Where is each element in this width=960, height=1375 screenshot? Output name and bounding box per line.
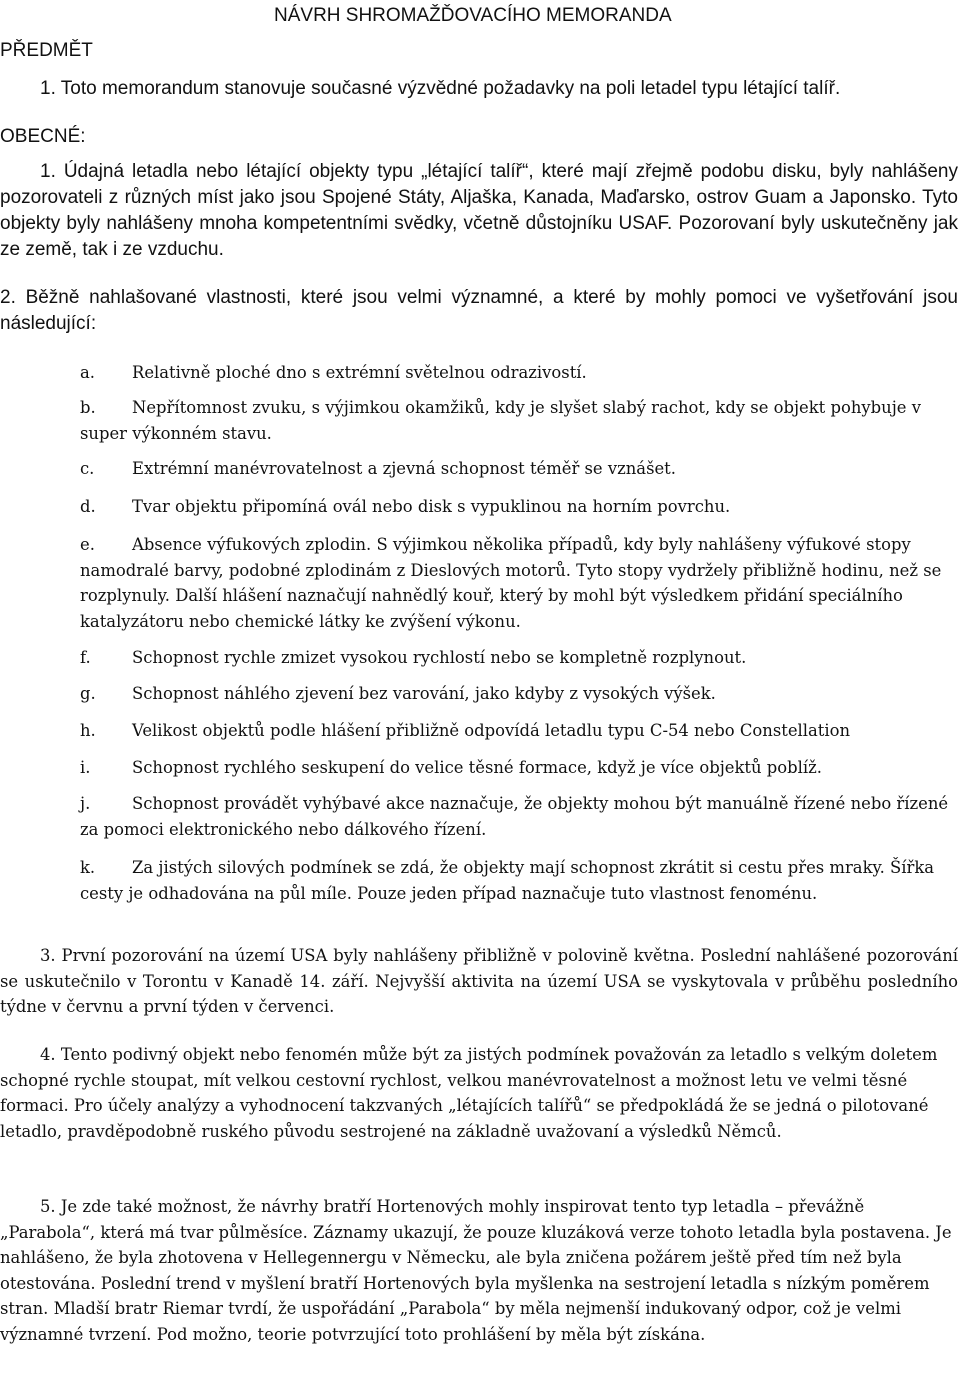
list-item-c: c. Extrémní manévrovatelnost a zjevná schopnost téměř se vznášet. xyxy=(80,459,676,478)
list-item-d: d. Tvar objektu připomíná ovál nebo disk s vypuklinou na horním povrchu. xyxy=(80,497,731,516)
list-item-j: j. Schopnost provádět vyhýbavé akce naznačuje, že objekty mohou být manuálně řízené nebo řízené za pomoci elektronického nebo dálkového řízení. xyxy=(80,794,949,839)
subject-paragraph-1: 1. Toto memorandum stanovuje současné výzvědné požadavky na poli letadel typu létající talíř. xyxy=(40,78,841,99)
list-item-b: b. Nepřítomnost zvuku, s výjimkou okamžiků, kdy je slyšet slabý rachot, kdy se objekt pohybuje v super výkonném stavu. xyxy=(80,398,921,443)
general-paragraph-2: 2. Běžně nahlašované vlastnosti, které jsou velmi významné, a které by mohly pomoci ve vyšetřování jsou následující: xyxy=(0,287,958,334)
general-paragraph-1: 1. Údajná letadla nebo létající objekty typu „létající talíř“, které mají zřejmě podobu disku, byly nahlášeny pozorovateli z různých míst jako jsou Spojené Státy, Aljaška, Kanada, Maďarsko, ostrov Guam a Japonsko. Tyto objekty byly nahlášeny mnoha kompetentními svědky, včetně důstojníku USAF. Pozorovaní byly uskutečněny jak ze země, tak i ze vzduchu. xyxy=(0,161,958,260)
document-title: NÁVRH SHROMAŽĎOVACÍHO MEMORANDA xyxy=(274,5,672,26)
list-item-k: k. Za jistých silových podmínek se zdá, že objekty mají schopnost zkrátit si cestu přes mraky. Šířka cesty je odhadována na půl míle. Pouze jeden případ naznačuje tuto vlastnost fenoménu. xyxy=(80,858,935,903)
general-paragraph-4: 4. Tento podivný objekt nebo fenomén může být za jistých podmínek považován za letadlo s velkým doletem schopné rychle stoupat, mít velkou cestovní rychlost, velkou manévrovatelnost a možnost letu ve velmi těsné formaci. Pro účely analýzy a vyhodnocení takzvaných „létajících talířů“ se předpokládá že se jedná o pilotované letadlo, pravděpodobně ruského původu sestrojené na základně uvažovaní a výsledků Němců. xyxy=(0,1045,938,1141)
list-item-f: f. Schopnost rychle zmizet vysokou rychlostí nebo se kompletně rozplynout. xyxy=(80,648,747,667)
list-item-h: h. Velikost objektů podle hlášení přibližně odpovídá letadlu typu C-54 nebo Constellation xyxy=(80,721,851,740)
general-paragraph-5: 5. Je zde také možnost, že návrhy bratří Hortenových mohly inspirovat tento typ letadla – převážně „Parabola“, která má tvar půlměsíce. Záznamy ukazují, že pouze kluzáková verze tohoto letadla byla postavena. Je nahlášeno, že byla zhotovena v Hellegennergu v Německu, ale byla zničena požárem ještě před tím než byla otestována. Poslední trend v myšlení bratří Hortenových byla myšlenka na sestrojení letadla s nízkým poměrem stran. Mladší bratr Riemar tvrdí, že uspořádání „Parabola“ by měla nejmenší indukovaný odpor, což je velmi významné tvrzení. Pod možno, teorie potvrzující toto prohlášení by měla být získána. xyxy=(0,1197,952,1344)
list-item-a: a. Relativně ploché dno s extrémní světelnou odrazivostí. xyxy=(80,363,587,382)
subject-heading: PŘEDMĚT xyxy=(0,40,93,61)
general-heading: OBECNÉ: xyxy=(0,126,86,147)
list-item-g: g. Schopnost náhlého zjevení bez varování, jako kdyby z vysokých výšek. xyxy=(80,684,716,703)
list-item-i: i. Schopnost rychlého seskupení do velice těsné formace, když je více objektů poblíž. xyxy=(80,758,822,777)
general-paragraph-3: 3. První pozorování na území USA byly nahlášeny přibližně v polovině května. Poslední nahlášené pozorování se uskutečnilo v Torontu v Kanadě 14. září. Nejvyšší aktivita na území USA se vyskytovala v průběhu posledního týdne v červnu a první týden v červenci. xyxy=(0,946,958,1016)
list-item-e: e. Absence výfukových zplodin. S výjimkou několika případů, kdy byly nahlášeny výfukové stopy namodralé barvy, podobné zplodinám z Dieslových motorů. Tyto stopy vydržely přibližně hodinu, než se rozplynuly. Další hlášení naznačují nahnědlý kouř, který by mohl být výsledkem přidání speciálního katalyzátoru nebo chemické látky ke zvýšení výkonu. xyxy=(80,535,942,631)
